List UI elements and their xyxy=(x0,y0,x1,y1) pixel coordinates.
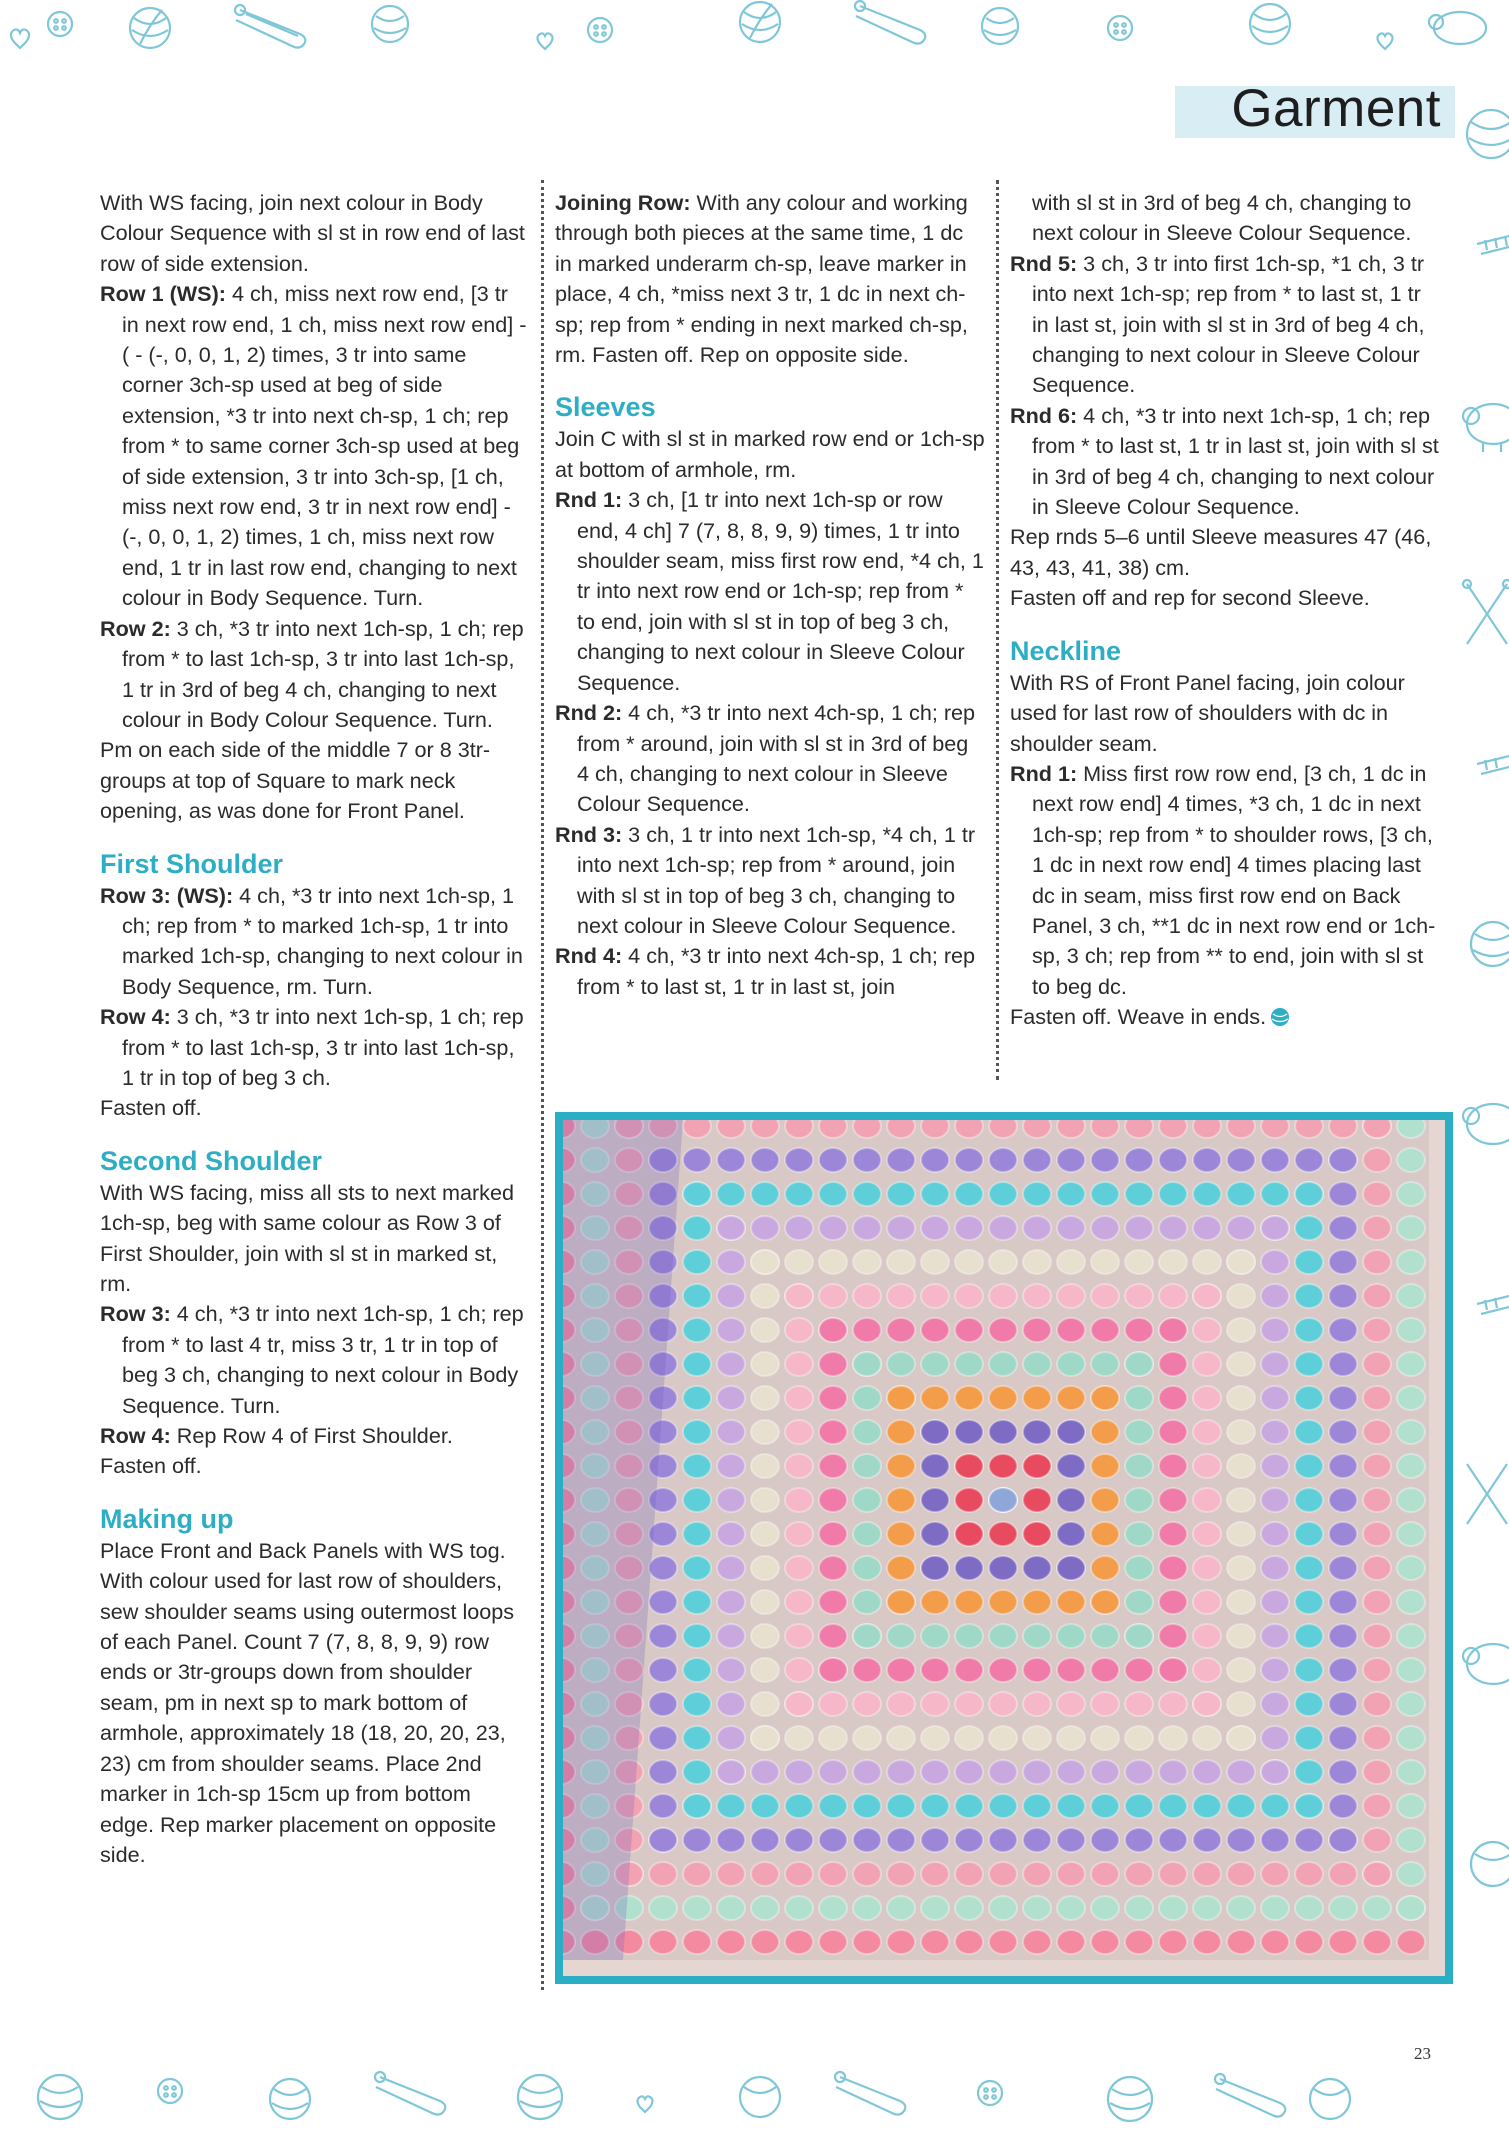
sheep-icon xyxy=(1463,404,1509,452)
measuring-tape-icon xyxy=(1477,234,1509,254)
instruction-text: 4 ch, *3 tr into next 4ch-sp, 1 ch; rep from * around, join with sl st in 3rd of beg 4 ch, changing to next colour in Sleeve Colour Sequence. xyxy=(577,700,976,817)
yarn-ball-icon xyxy=(1250,4,1290,44)
knitting-needles-icon xyxy=(1467,1464,1507,1524)
heart-icon xyxy=(538,33,553,49)
button-icon xyxy=(158,2079,182,2103)
heart-icon xyxy=(638,2096,653,2112)
instruction-row-4 xyxy=(100,1002,530,1093)
instruction-label: Row 4: xyxy=(100,1423,171,1449)
yarn-ball-icon xyxy=(1471,922,1509,966)
instruction-label: Rnd 2: xyxy=(555,700,623,726)
instruction-text: 4 ch, *3 tr into next 1ch-sp, 1 ch; rep from * to last 4 tr, miss 3 tr, 1 tr in top of beg 3 ch, changing to next colour in Body Sequence. Turn. xyxy=(122,1301,524,1418)
button-icon xyxy=(1108,16,1132,40)
fasten-note: Fasten off and rep for second Sleeve. xyxy=(1010,585,1370,611)
yarn-ball-icon xyxy=(1310,2079,1350,2119)
yarn-ball-icon xyxy=(740,2077,780,2117)
instruction-text: Miss first row row end, [3 ch, 1 dc in next row end] 4 times, *3 ch, 1 dc in next 1ch-sp; rep from * to shoulder rows, [3 ch, 1 dc in next row end] 4 times placing last dc in seam, miss first row end on Back Panel, 3 ch, **1 dc in next row end or 1ch-sp, 3 ch; rep from ** to end, join with sl st to beg dc. xyxy=(1032,760,1436,999)
instruction-label: Row 3: xyxy=(100,1301,171,1327)
instruction-text: 4 ch, *3 tr into next 1ch-sp, 1 ch; rep from * to marked 1ch-sp, 1 tr into marked 1ch-sp, changing to next colour in Body Sequence, rm. Turn. xyxy=(122,882,523,999)
instruction-label: Row 2: xyxy=(100,615,171,641)
instruction-text: 4 ch, miss next row end, [3 tr in next row end, 1 ch, miss next row end] -( - (-, 0, 0, 1, 2) times, 3 tr into same corner 3ch-sp used at beg of side extension, *3 tr into next ch-sp, 1 ch; rep from * to same corner 3ch-sp used at beg of side extension, 3 tr into 3ch-sp, [1 ch, miss next row end, 3 tr in next row end] - (-, 0, 0, 1, 2) times, 1 ch, miss next row end, 1 tr in last row end, changing to next colour in Body Sequence. Turn. xyxy=(122,281,527,611)
button-icon xyxy=(588,18,612,42)
instruction-text: 3 ch, 1 tr into next 1ch-sp, *4 ch, 1 tr into next 1ch-sp; rep from * around, join with sl st in top of beg 3 ch, changing to next colour in Sleeve Colour Sequence. xyxy=(577,821,976,938)
granny-square-garment-photo xyxy=(555,1112,1453,1984)
yarn-ball-icon xyxy=(1108,2077,1152,2121)
sheep-icon xyxy=(1463,1104,1509,1144)
end-text: Fasten off. Weave in ends. xyxy=(1010,1004,1267,1030)
instruction-rnd-1 xyxy=(555,485,985,698)
safety-pin-icon xyxy=(375,2072,445,2115)
second-shoulder-intro: With WS facing, miss all sts to next marked 1ch-sp, beg with same colour as Row 3 of First Shoulder, join with sl st in marked st, rm. xyxy=(100,1179,514,1296)
instruction-row-1 xyxy=(100,279,530,613)
column-divider xyxy=(541,180,544,1990)
heading-neckline: Neckline xyxy=(1010,635,1122,666)
instruction-text: 3 ch, *3 tr into next 1ch-sp, 1 ch; rep from * to last 1ch-sp, 3 tr into last 1ch-sp, 1 tr in 3rd of beg 4 ch, changing to next colour in Body Colour Sequence. Turn. xyxy=(122,615,524,732)
granny-square-pattern xyxy=(563,1120,1429,1960)
instruction-rnd-5 xyxy=(1010,249,1440,401)
instruction-text: 3 ch, [1 tr into next 1ch-sp or row end, 4 ch] 7 (7, 8, 8, 9, 9) times, 1 tr into shoulder seam, miss first row end, *4 ch, 1 tr into next row end or 1ch-sp; rep from * to end, join with sl st in top of beg 3 ch, changing to next colour in Sleeve Colour Sequence. xyxy=(577,487,984,695)
instruction-rnd-4-continued: with sl st in 3rd of beg 4 ch, changing to next colour in Sleeve Colour Sequence. xyxy=(1032,190,1412,246)
yarn-ball-icon xyxy=(1467,110,1509,158)
button-icon xyxy=(48,12,72,36)
yarn-ball-icon xyxy=(740,2,780,42)
measuring-tape-icon xyxy=(1477,1294,1509,1314)
yarn-ball-icon xyxy=(270,2079,310,2119)
marker-note: Pm on each side of the middle 7 or 8 3tr-groups at top of Square to mark neck opening, as was done for Front Panel. xyxy=(100,737,491,824)
instruction-text: 4 ch, *3 tr into next 4ch-sp, 1 ch; rep from * to last st, 1 tr in last st, join xyxy=(577,943,976,999)
decorative-right-border xyxy=(1447,64,1509,2047)
neckline-intro: With RS of Front Panel facing, join colour used for last row of shoulders with dc in shoulder seam. xyxy=(1010,669,1405,756)
text-column-3 xyxy=(1010,188,1440,1036)
yarn-ball-icon xyxy=(1270,1005,1290,1035)
yarn-ball-icon xyxy=(372,6,408,42)
instruction-label: Row 1 (WS): xyxy=(100,281,226,307)
body-intro: With WS facing, join next colour in Body Colour Sequence with sl st in row end of last row of side extension. xyxy=(100,190,525,276)
decorative-bottom-border xyxy=(0,2047,1509,2133)
instruction-rnd-4 xyxy=(555,941,985,1002)
heading-making-up: Making up xyxy=(100,1503,234,1534)
yarn-ball-icon xyxy=(1471,1842,1509,1886)
sleeves-intro: Join C with sl st in marked row end or 1ch-sp at bottom of armhole, rm. xyxy=(555,426,985,482)
repeat-note: Rep rnds 5–6 until Sleeve measures 47 (46, 43, 43, 41, 38) cm. xyxy=(1010,524,1432,580)
making-up-text: Place Front and Back Panels with WS tog. With colour used for last row of shoulders, sew shoulder seams using outermost loops of each Panel. Count 7 (7, 8, 8, 9, 9) row ends or 3tr-groups down from shoulder seam, pm in next sp to mark bottom of armhole, approximately 18 (18, 20, 20, 23, 23) cm from shoulder seams. Place 2nd marker in 1ch-sp 15cm up from bottom edge. Rep marker placement on opposite side. xyxy=(100,1537,515,1867)
instruction-text: 3 ch, 3 tr into first 1ch-sp, *1 ch, 3 tr into next 1ch-sp; rep from * to last st, 1 tr in last st, join with sl st in 3rd of beg 4 ch, changing to next colour in Sleeve Colour Sequence. xyxy=(1032,250,1425,398)
instruction-row-3 xyxy=(100,881,530,1003)
instruction-label: Joining Row: xyxy=(555,190,691,215)
yarn-ball-icon xyxy=(38,2075,82,2119)
instruction-label: Row 3: (WS): xyxy=(100,882,234,908)
instruction-rnd-2 xyxy=(555,698,985,820)
instruction-label: Rnd 6: xyxy=(1010,402,1078,428)
heading-sleeves: Sleeves xyxy=(555,392,656,423)
instruction-row-2 xyxy=(100,614,530,736)
instruction-rnd-1 xyxy=(1010,759,1440,1002)
fasten-off: Fasten off. xyxy=(100,1453,202,1479)
instruction-rnd-3 xyxy=(555,820,985,942)
instruction-rnd-6 xyxy=(1010,401,1440,523)
heading-second-shoulder: Second Shoulder xyxy=(100,1145,323,1176)
knitting-needles-icon xyxy=(1463,580,1509,644)
fasten-off: Fasten off. xyxy=(100,1095,202,1121)
instruction-label: Rnd 3: xyxy=(555,821,623,847)
instruction-label: Rnd 1: xyxy=(1010,760,1078,786)
measuring-tape-icon xyxy=(1477,754,1509,774)
button-icon xyxy=(978,2081,1002,2105)
heading-first-shoulder: First Shoulder xyxy=(100,848,284,879)
sheep-icon xyxy=(1463,1644,1509,1684)
instruction-label: Rnd 4: xyxy=(555,943,623,969)
joining-row xyxy=(555,188,985,370)
instruction-row-4 xyxy=(100,1421,530,1451)
instruction-row-3 xyxy=(100,1299,530,1421)
text-column-2 xyxy=(555,188,985,1002)
instruction-text: 3 ch, *3 tr into next 1ch-sp, 1 ch; rep from * to last 1ch-sp, 3 tr into last 1ch-sp, 1 tr in top of beg 3 ch. xyxy=(122,1004,524,1090)
instruction-text: 4 ch, *3 tr into next 1ch-sp, 1 ch; rep from * to last st, 1 tr in last st, join with sl st in 3rd of beg 4 ch, changing to next colour in Sleeve Colour Sequence. xyxy=(1032,402,1439,520)
yarn-ball-icon xyxy=(130,8,170,48)
heart-icon xyxy=(1378,33,1393,49)
column-divider xyxy=(996,180,999,1080)
safety-pin-icon xyxy=(835,2072,905,2115)
heart-icon xyxy=(11,29,29,48)
instruction-label: Rnd 5: xyxy=(1010,250,1078,276)
text-column-1 xyxy=(100,188,530,1870)
instruction-text: Rep Row 4 of First Shoulder. xyxy=(170,1423,453,1449)
decorative-top-border xyxy=(0,0,1509,64)
safety-pin-icon xyxy=(1215,2074,1285,2117)
yarn-ball-icon xyxy=(518,2075,562,2119)
instruction-text: With any colour and working through both pieces at the same time, 1 dc in marked underarm ch-sp, leave marker in place, 4 ch, *miss next 3 tr, 1 dc in next ch-sp; rep from * ending in next marked ch-sp, rm. Fasten off. Rep on opposite side. xyxy=(555,190,968,368)
section-title: Garment xyxy=(1231,79,1441,138)
end-note xyxy=(1010,1002,1440,1035)
yarn-ball-icon xyxy=(982,8,1018,44)
instruction-label: Row 4: xyxy=(100,1004,171,1030)
page-number: 23 xyxy=(1414,2044,1431,2063)
safety-pin-icon xyxy=(855,1,925,44)
instruction-label: Rnd 1: xyxy=(555,487,623,513)
safety-pin-icon xyxy=(235,5,305,48)
sheep-icon xyxy=(1429,12,1486,44)
